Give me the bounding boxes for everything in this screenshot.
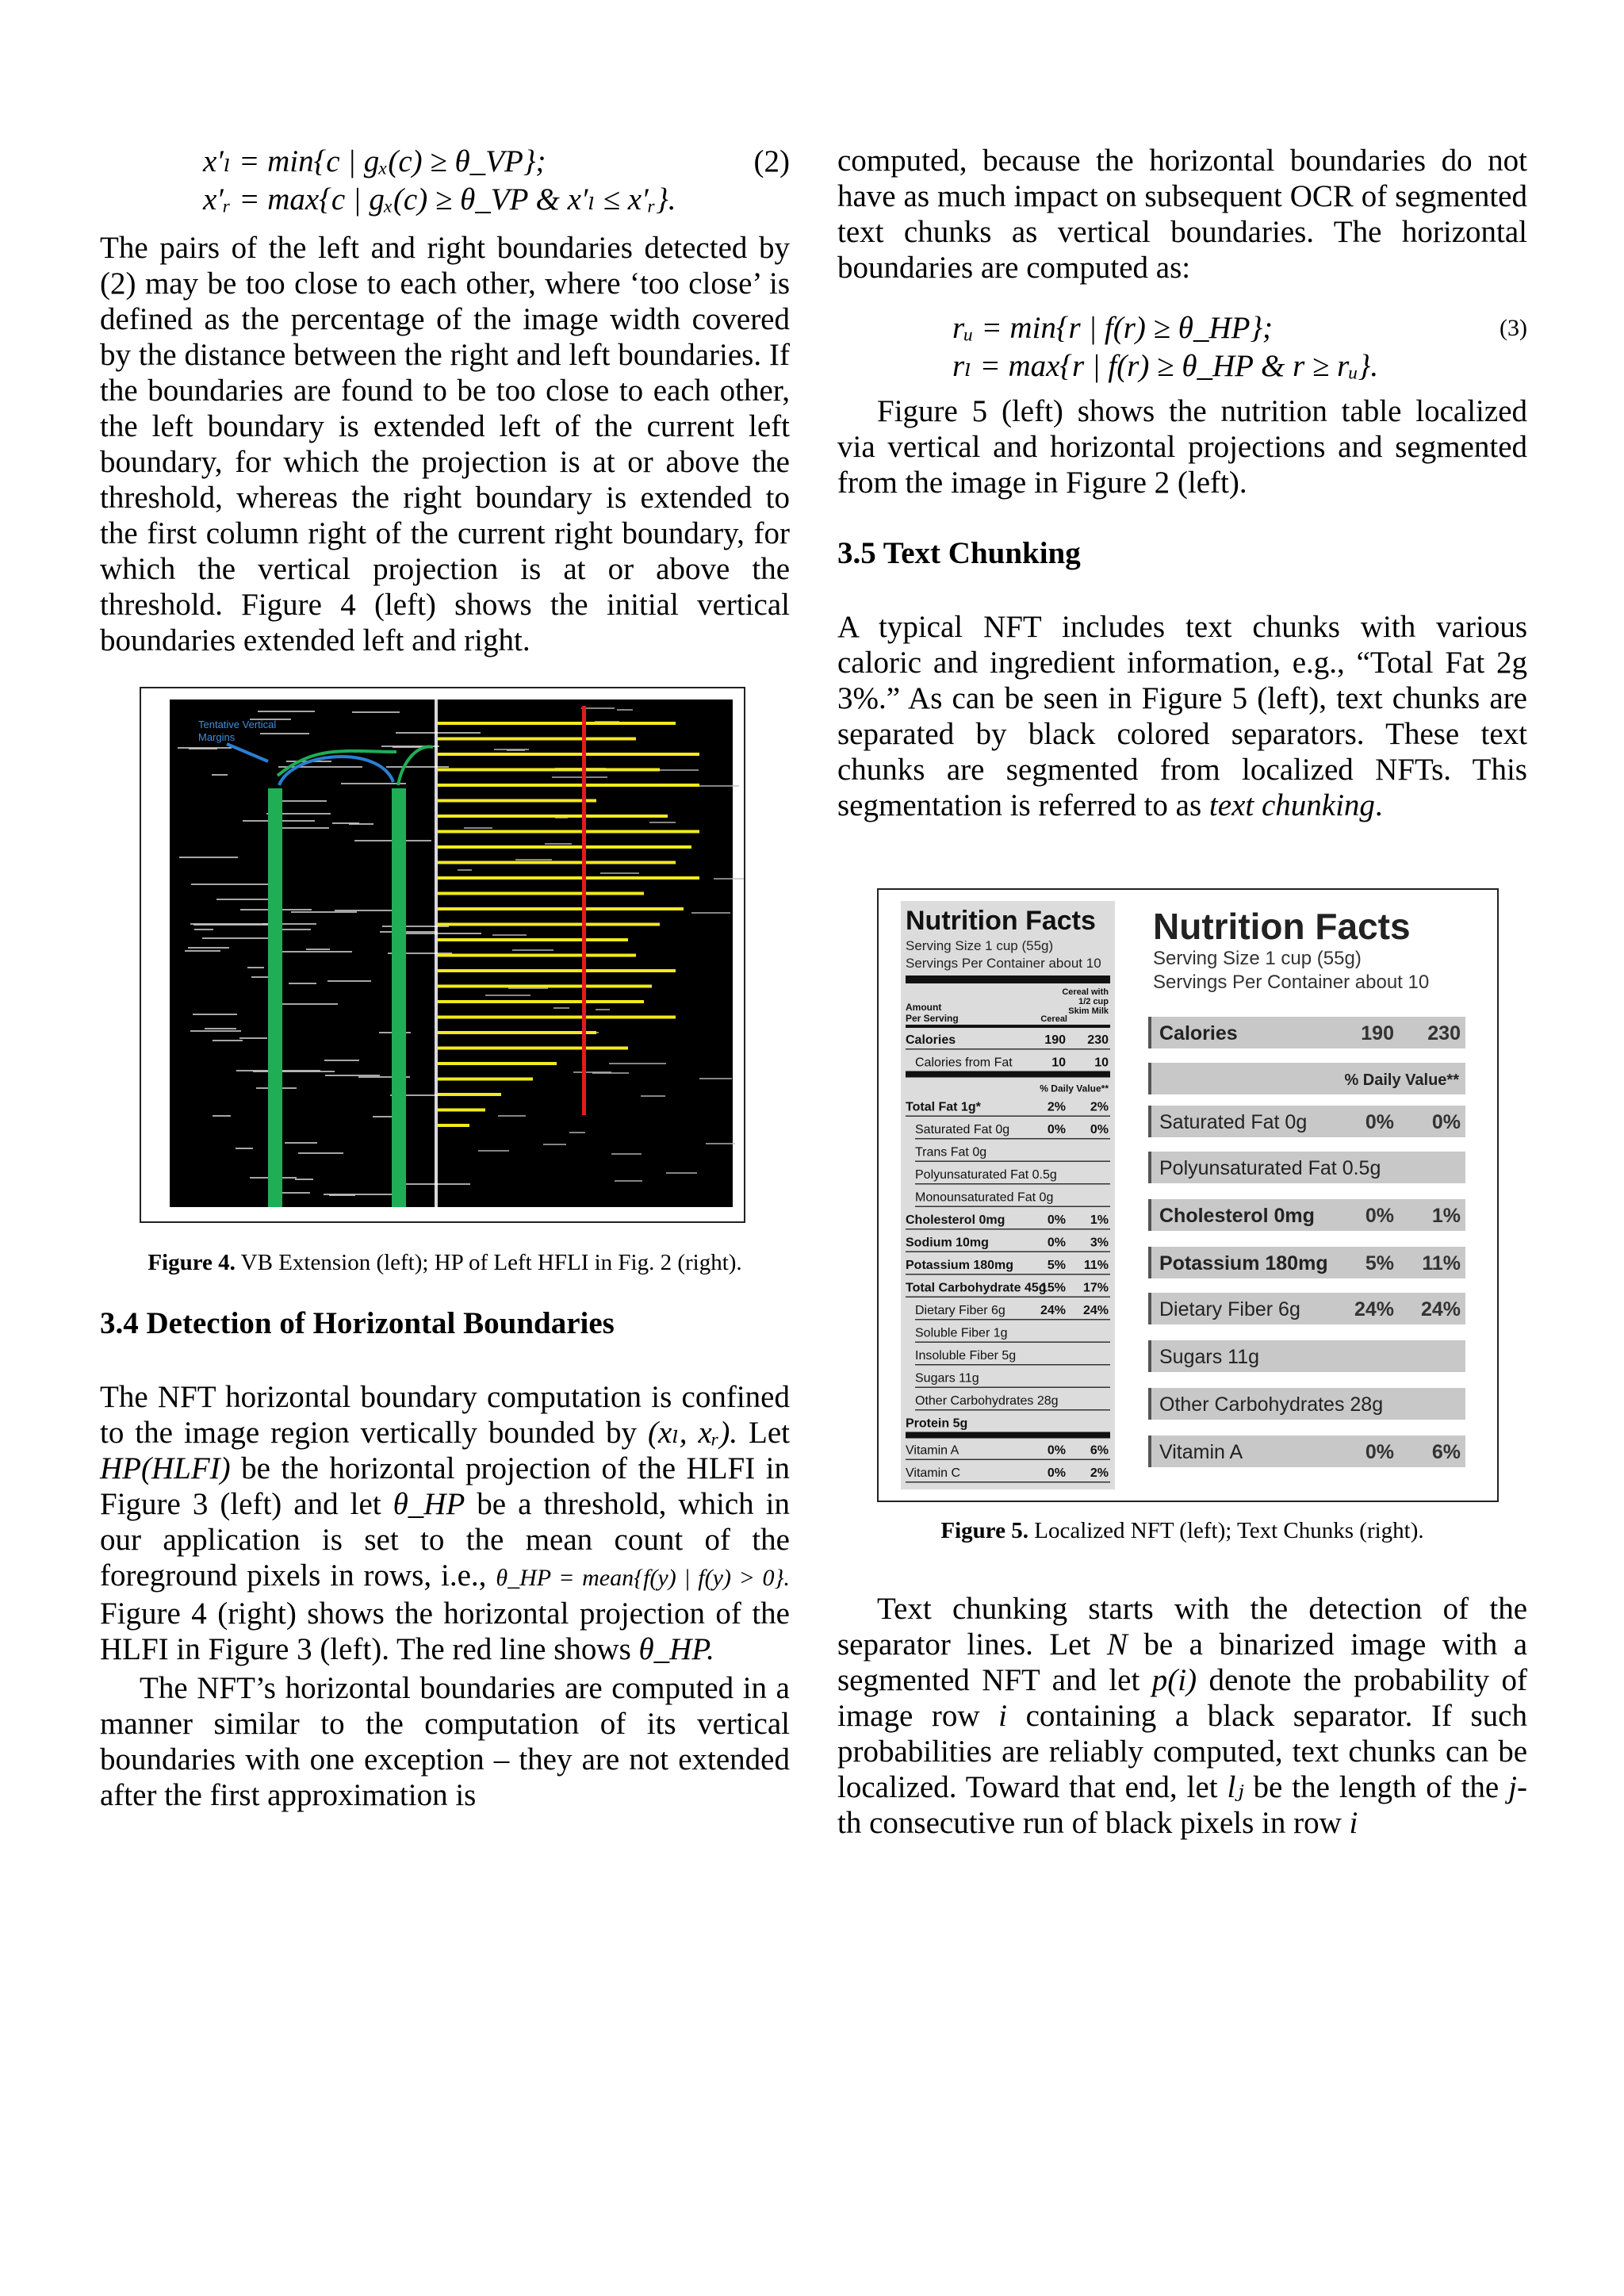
nft-left-row-v1: 24% [1040,1304,1066,1317]
nft-chunk-edge [1148,1017,1151,1048]
fig4-annotation-line-1: Tentative Vertical [198,719,277,730]
fig4-noise-stroke [492,934,527,936]
figure-5-caption: Figure 5. Localized NFT (left); Text Chunks (right). [940,1518,1424,1543]
nft-chunk-edge [1148,1247,1151,1278]
nft-chunk-v2: 230 [1427,1022,1461,1045]
equation-2-line-2: x′ᵣ = max{c | gₓ(c) ≥ θ_VP & x′ₗ ≤ x′ᵣ}. [203,182,676,217]
figure-5-frame [877,888,1499,1502]
equation-3 [837,309,1527,385]
nft-chunk-edge [1148,1199,1151,1231]
fig4-projection-bar [438,985,652,988]
nft-left-row-name: Potassium 180mg [906,1259,1014,1272]
nft-left-row-name: Dietary Fiber 6g [915,1304,1005,1317]
nft-chunk-v1: 190 [1361,1022,1394,1045]
nft-left-row-v1: 0% [1047,1443,1066,1458]
nft-left-servings: Servings Per Container about 10 [906,956,1101,971]
fig4-noise-stroke [191,884,270,885]
nft-left-row-name: Calories [906,1033,956,1047]
nft-left-dv-header: % Daily Value** [1040,1083,1109,1094]
fig4-noise-stroke [615,1180,642,1182]
fig4-noise-stroke [512,949,553,951]
fig4-noise-stroke [396,732,481,734]
fig4-noise-stroke [609,1063,666,1064]
nft-left-rule [915,1409,1110,1411]
nft-left-row-v2: 2% [1090,1100,1109,1114]
fig4-noise-stroke [236,1148,253,1149]
fig4-noise-stroke [600,872,639,874]
fig4-noise-stroke [458,869,472,871]
nft-left-rule [906,1116,1110,1117]
fig4-projection-bar [438,1047,628,1050]
nft-chunk-name: Vitamin A [1159,1441,1243,1463]
nft-chunk-name: % Daily Value** [1344,1071,1459,1089]
fig4-projection-bar [438,722,676,725]
fig4-noise-stroke [291,911,357,913]
nft-left-row-name: Insoluble Fiber 5g [915,1349,1017,1363]
fig4-noise-stroke [188,947,229,949]
fig4-noise-stroke [329,1194,355,1196]
nft-left-row-v2: 17% [1082,1281,1109,1295]
fig4-projection-bar [438,923,660,926]
nft-chunk-name: Sugars 11g [1159,1346,1260,1368]
left-boundary-bar [268,788,282,1207]
nft-left-row-name: Sugars 11g [915,1371,979,1386]
fig4-noise-stroke [691,912,730,914]
nft-left-row-name: Saturated Fat 0g [915,1123,1010,1137]
nft-left-separator [906,1025,1110,1028]
fig4-noise-stroke [649,822,676,823]
fig4-noise-stroke [352,711,400,713]
nft-left-separator [906,1432,1110,1439]
fig4-noise-stroke [706,1143,735,1144]
nft-left-rule [915,1161,1110,1163]
fig4-projection-bar [438,1000,644,1003]
fig4-noise-stroke [485,995,530,996]
nft-left-title: Nutrition Facts [906,906,1096,936]
nft-left-separator [906,1071,1110,1078]
nft-left-col-milk-2: 1/2 cup [1078,997,1109,1006]
fig4-projection-bar [438,845,691,849]
fig4-projection-bar [438,799,596,803]
fig4-noise-stroke [190,923,275,925]
fig4-noise-stroke [698,785,739,787]
nft-chunk-edge [1148,1435,1151,1467]
fig4-projection-bar [438,769,660,772]
fig4-noise-stroke [641,1095,665,1097]
nft-left-row-v2: 6% [1090,1443,1109,1458]
paragraph-separator-lines: Text chunking starts with the detection of the separator lines. Let N be a binarized image with a segmented NFT and let p(i) denote the probability of image row i containing a black separator. If such probabilities are reliably computed, text chunks can be localized. Toward that end, let lⱼ be the length of the j-th consecutive run of black pixels in row i [837,1592,1528,1840]
fig4-projection-bar [438,784,699,787]
nft-chunk-v2: 6% [1431,1441,1461,1463]
fig4-noise-stroke [507,749,525,751]
fig4-noise-stroke [306,949,330,950]
nft-left-col-milk-3: Skim Milk [1068,1006,1109,1016]
nft-right-servings: Servings Per Container about 10 [1153,972,1430,993]
fig4-noise-stroke [464,827,492,829]
figure-5-image [879,890,1497,1501]
fig4-projection-bar [438,876,699,880]
fig4-projection-bar [438,1031,596,1034]
fig4-noise-stroke [386,766,449,768]
nft-left-row-v1: 2% [1047,1100,1066,1114]
fig4-noise-stroke [617,709,633,711]
fig4-noise-stroke [278,827,329,829]
right-boundary-bar [392,788,406,1207]
right-column [837,143,1527,1841]
nft-left-rule [915,1206,1110,1208]
fig4-noise-stroke [278,1192,310,1194]
nft-chunk-name: Polyunsaturated Fat 0.5g [1159,1157,1381,1179]
fig4-noise-stroke [193,1014,237,1015]
paragraph-vb-extension: The pairs of the left and right boundaries detected by (2) may be too close to each other, where ‘too close’ is defined as the percentage of the image width covered by the distance between the right and left boundaries. If the boundaries are found to be too close to each other, the left boundary is extended left of the current left boundary, for which the projection is at or above the threshold, whereas the right boundary is extended to the first column right of the current right boundary, for which the vertical projection is at or above the threshold. Figure 4 (left) shows the initial vertical boundaries extended left and right. [100,231,790,657]
equation-3-line-1: rᵤ = min{r | f(r) ≥ θ_HP}; (3) [837,309,1527,347]
fig4-noise-stroke [277,951,352,953]
nft-left-col-cereal: Cereal [1040,1014,1067,1024]
paragraph-figure5-ref: Figure 5 (left) shows the nutrition table localized via vertical and horizontal projections and segmented from the image in Figure 2 (left). [837,394,1527,500]
fig4-projection-bar [438,1093,501,1096]
fig4-noise-stroke [611,1153,642,1155]
fig4-projection-bar [438,738,636,741]
fig4-noise-stroke [498,1115,526,1117]
nft-left-row-name: Total Carbohydrate 45g [906,1281,1047,1295]
nft-left-row-v2: 3% [1090,1236,1109,1250]
fig4-projection-bar [438,1109,485,1112]
nft-chunk-v1: 0% [1365,1441,1394,1463]
fig4-projection-bar [438,830,699,834]
fig4-annotation-line-2: Margins [198,731,236,743]
nft-left-row-name: Sodium 10mg [906,1236,989,1250]
nft-chunk-name: Other Carbohydrates 28g [1159,1393,1384,1416]
fig4-noise-stroke [545,843,572,845]
nft-left-amount: Amount [906,1002,942,1013]
nft-left-rule [915,1387,1110,1389]
nft-left-row-v2: 10 [1094,1056,1109,1070]
fig4-noise-stroke [325,1075,380,1076]
equation-2-line-1: x′ₗ = min{c | gₓ(c) ≥ θ_VP}; (2) [100,143,790,181]
fig4-noise-stroke [349,823,373,825]
fig4-noise-stroke [189,748,217,749]
nft-right-serving-size: Serving Size 1 cup (55g) [1153,948,1362,969]
fig4-projection-bar [438,1124,469,1127]
nft-left-row-v2: 0% [1090,1123,1109,1137]
fig4-noise-stroke [478,1150,509,1152]
fig4-noise-stroke [213,1040,243,1041]
nft-left-row-v1: 0% [1047,1466,1066,1480]
nft-left-row-v1: 190 [1044,1033,1066,1047]
nft-left-thick-bar [906,976,1110,983]
left-column [100,143,790,1813]
nft-left-rule [915,1342,1110,1343]
nft-left-row-name: Other Carbohydrates 28g [915,1394,1059,1408]
fig4-noise-stroke [190,1030,241,1032]
nft-left-row-name: Trans Fat 0g [915,1145,987,1159]
nft-left-row-name: Vitamin C [906,1466,961,1480]
paragraph-hb-continued: computed, because the horizontal boundaries do not have as much impact on subsequent OCR of segmented text chunks as vertical boundaries. The horizontal boundaries are computed as: [837,144,1527,285]
nft-left-row-name: Calories from Fat [915,1056,1013,1070]
fig4-noise-stroke [295,1179,313,1180]
fig4-noise-stroke [403,933,481,934]
fig4-projection-bar [438,815,668,818]
nft-chunk-v2: 24% [1420,1298,1461,1320]
nft-chunk-name: Calories [1159,1022,1238,1045]
nft-right-title: Nutrition Facts [1153,906,1411,947]
nft-left-row-v2: 230 [1087,1033,1109,1047]
nft-left-rule [906,1251,1110,1253]
nft-left-serving-size: Serving Size 1 cup (55g) [906,938,1054,953]
fig4-noise-stroke [569,1132,585,1133]
fig4-noise-stroke [239,1037,267,1039]
nft-left-rule [915,1183,1110,1185]
nft-chunk-name: Saturated Fat 0g [1159,1111,1308,1133]
nft-left-row-v2: 24% [1082,1304,1109,1317]
nft-left-row-v2: 11% [1083,1259,1109,1272]
nft-chunk-edge [1148,1063,1151,1094]
nft-left-per-serving: Per Serving [906,1013,959,1024]
figure-5 [837,888,1527,1507]
equation-2-number: (2) [753,144,790,178]
nft-left-rule [915,1319,1110,1320]
fig4-noise-stroke [324,1060,359,1061]
fig4-projection-bar [438,1016,676,1019]
fig4-noise-stroke [592,1072,629,1074]
equation-3-number: (3) [1500,315,1527,341]
fig4-noise-stroke [699,1078,732,1079]
fig4-noise-stroke [298,1152,343,1154]
fig4-projection-bar [438,1078,533,1081]
fig4-projection-bar [438,892,644,895]
fig4-projection-bar [438,861,676,864]
threshold-line [582,706,586,1115]
nft-left-row-name: Total Fat 1g* [906,1100,981,1114]
nft-chunk-v1: 0% [1365,1111,1394,1133]
figure-4-frame [140,687,745,1223]
paragraph-text-chunking: A typical NFT includes text chunks with various caloric and ingredient information, e.g., “Total Fat 2g 3%.” As can be seen in Figure 5 (left), text chunks are separated by black colored separators. These text chunks are segmented from localized NFTs. This segmentation is referred to as text chunking. [837,610,1527,822]
fig4-noise-stroke [202,937,274,939]
fig4-noise-stroke [714,878,744,880]
nft-left-row-v1: 0% [1047,1236,1066,1250]
nft-chunk-edge [1148,1106,1151,1137]
fig4-noise-stroke [515,859,552,861]
fig4-noise-stroke [213,1115,231,1117]
nft-left-rule [906,1274,1110,1275]
figure-4-caption: Figure 4. VB Extension (left); HP of Left HFLI in Fig. 2 (right). [147,1250,742,1275]
fig4-noise-stroke [258,711,315,712]
fig4-noise-stroke [335,910,396,911]
nft-chunk-edge [1148,1293,1151,1324]
nft-chunk-name: Potassium 180mg [1159,1252,1328,1274]
nft-left-row-name: Protein 5g [906,1416,968,1431]
nft-left-row-name: Polyunsaturated Fat 0.5g [915,1168,1057,1182]
nft-left-row-name: Vitamin A [906,1443,959,1458]
nft-chunk-v1: 5% [1365,1252,1394,1274]
fig4-noise-stroke [253,1071,335,1072]
fig4-projection-bar [438,969,676,972]
fig4-noise-stroke [380,931,437,933]
heading-3-5: 3.5 Text Chunking [837,536,1081,570]
fig4-noise-stroke [543,1144,566,1145]
nft-left-row-v1: 5% [1047,1259,1066,1272]
fig4-noise-stroke [185,950,220,952]
nft-left-rule [906,1481,1110,1483]
nft-left-row-v1: 10 [1051,1056,1066,1070]
nft-chunk-edge [1148,1340,1151,1372]
nft-left-rule [906,1228,1110,1230]
nft-left-rule [915,1364,1110,1366]
fig4-noise-stroke [553,1007,569,1009]
fig4-noise-stroke [666,1172,697,1174]
nft-chunk-v2: 1% [1431,1205,1461,1227]
figure-4 [100,687,790,1242]
nft-chunk-v2: 11% [1422,1252,1461,1274]
nft-chunk-edge [1148,1388,1151,1420]
fig4-noise-stroke [341,783,406,784]
fig4-noise-stroke [179,857,238,858]
fig4-projection-bar [438,938,628,941]
fig4-noise-stroke [552,776,607,778]
fig4-projection-bar [438,753,699,756]
fig4-projection-bar [438,907,684,910]
nft-left-row-name: Soluble Fiber 1g [915,1326,1008,1340]
fig4-noise-stroke [289,983,316,984]
nft-chunk-v1: 0% [1365,1205,1394,1227]
nft-left-row-name: Cholesterol 0mg [906,1213,1005,1227]
nft-chunk-name: Cholesterol 0mg [1159,1205,1315,1227]
fig4-projection-bar [438,954,636,957]
fig4-noise-stroke [596,1009,610,1010]
nft-chunk-v1: 24% [1354,1298,1394,1320]
equation-3-line-2: rₗ = max{r | f(r) ≥ θ_HP & r ≥ rᵤ}. [952,349,1379,383]
nft-left-rule [906,1459,1110,1461]
nft-left-row-name: Monounsaturated Fat 0g [915,1190,1054,1205]
nft-left-rule [906,1048,1110,1050]
fig4-projection-bar [438,1062,557,1065]
fig4-noise-stroke [285,1142,317,1144]
heading-3-4: 3.4 Detection of Horizontal Boundaries [100,1306,615,1340]
nft-chunk-v2: 0% [1431,1111,1461,1133]
fig4-noise-stroke [212,774,228,776]
fig4-noise-stroke [327,980,371,982]
nft-left-row-v1: 0% [1047,1213,1066,1227]
nft-left-row-v1: 15% [1040,1281,1066,1295]
figure-4-image [141,688,744,1221]
nft-left-rule [906,1297,1110,1298]
nft-left-row-v2: 2% [1090,1466,1109,1480]
fig4-noise-stroke [260,733,309,734]
fig4-noise-stroke [581,707,615,709]
nft-chunk-name: Dietary Fiber 6g [1159,1298,1300,1320]
fig4-noise-stroke [205,1028,236,1029]
nft-left-row-v2: 1% [1090,1213,1109,1227]
nft-chunk-edge [1148,1152,1151,1183]
paragraph-horizontal-projection: The NFT horizontal boundary computation is confined to the image region vertically bounded by (xₗ, xᵣ). Let HP(HLFI) be the horizontal projection of the HLFI in Figure 3 (left) and let θ_HP be a threshold, which in our application is set to the mean count of the foreground pixels in rows, i.e., θ_HP = mean{f(y) | f(y) > 0}. Figure 4 (right) shows the horizontal projection of the HLFI in Figure 3 (left). The red line shows θ_HP. [100,1380,791,1666]
fig4-noise-stroke [247,967,264,968]
paragraph-hb-computation: The NFT’s horizontal boundaries are computed in a manner similar to the computation of its vertical boundaries with one exception – they are not extended after the first approximation is [100,1671,790,1812]
fig4-noise-stroke [194,929,213,930]
nft-left-rule [915,1138,1110,1140]
nft-left-col-milk-1: Cereal with [1062,987,1109,997]
nft-left-row-v1: 0% [1047,1123,1066,1137]
